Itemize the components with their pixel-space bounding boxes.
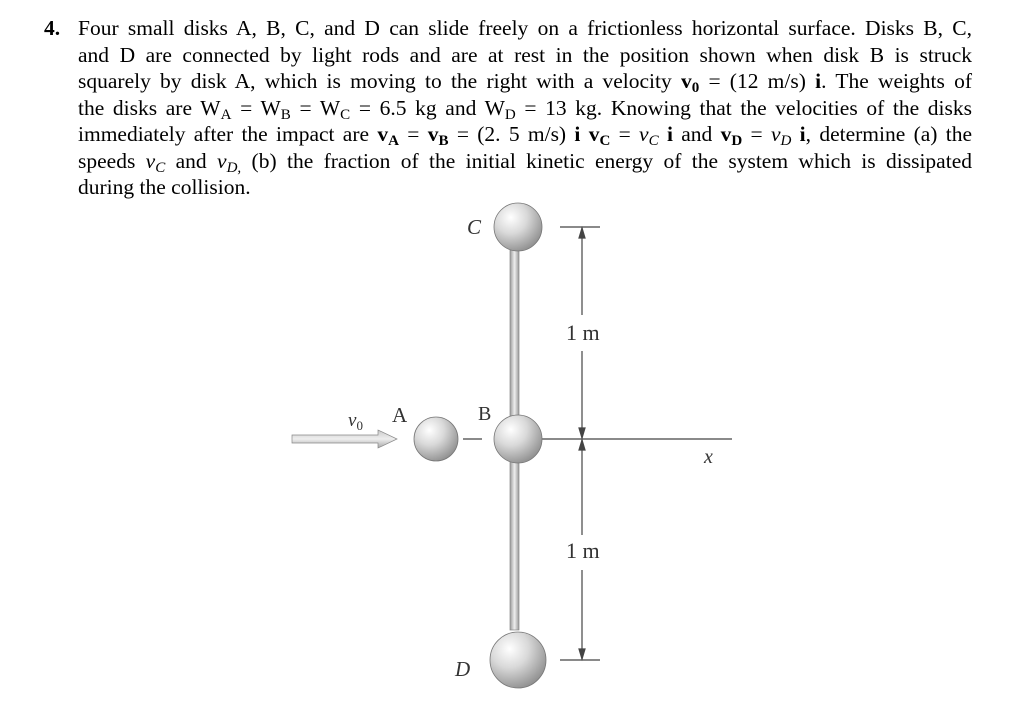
vD-letter: v: [720, 122, 732, 146]
line-5-text: immediately after the impact are: [78, 122, 378, 146]
and-text: and: [165, 148, 218, 173]
unit-vector-i: i: [815, 69, 822, 93]
eq-text: = W: [290, 95, 341, 120]
problem-line-1: Four small disks A, B, C, and D can slide freely on a frictionless horizontal surface. Disks B, C,: [78, 16, 972, 40]
vc-sub: C: [648, 132, 659, 149]
mass-value: = 6.5 kg and W: [350, 95, 505, 120]
vc-sub: C: [155, 159, 166, 176]
v0-subscript: 0: [691, 79, 700, 96]
line-4-text: the disks are W: [78, 95, 221, 120]
label-v0-sub: 0: [356, 418, 363, 433]
label-A: A: [392, 403, 408, 427]
eq-text: =: [742, 122, 771, 146]
disk-C: [494, 203, 542, 251]
sub-C: C: [340, 106, 351, 123]
vA-letter: v: [377, 122, 389, 146]
label-C: C: [467, 215, 482, 239]
line-6-text: speeds: [78, 148, 146, 173]
v0-value: = (12 m/s): [699, 69, 816, 93]
vB-sub: B: [438, 132, 449, 149]
dimension-label-top: 1 m: [566, 320, 600, 345]
problem-line-2: and D are connected by light rods and are at rest in the position shown when disk B is struck: [78, 42, 972, 67]
velocity-arrow: [292, 430, 397, 448]
vD-sub: D: [731, 132, 743, 149]
vB-letter: v: [427, 122, 439, 146]
disk-A: [414, 417, 458, 461]
eq-text: =: [610, 122, 640, 146]
line-3-text: squarely by disk A, which is moving to the right with a velocity: [78, 69, 681, 93]
problem-line-7: during the collision.: [78, 175, 251, 199]
vc-letter: v: [639, 122, 649, 146]
label-x-axis: x: [704, 446, 713, 468]
unit-vector-i: i: [666, 122, 673, 146]
line-5-tail: , determine (a) the: [805, 122, 973, 146]
vd-sub: D,: [226, 159, 242, 176]
line-6-tail: (b) the fraction of the initial kinetic energy of the system which is dissipated: [241, 148, 972, 173]
sub-D: D: [504, 106, 516, 123]
unit-vector-i: i: [574, 122, 581, 146]
dimension-label-bottom: 1 m: [566, 538, 600, 563]
vAB-value: = (2. 5 m/s): [448, 122, 575, 146]
vC-sub: C: [599, 132, 611, 149]
unit-vector-i: i: [799, 122, 806, 146]
vd-letter: v: [217, 148, 227, 173]
label-B: B: [478, 403, 492, 425]
disk-B: [494, 415, 542, 463]
vd-sub: D: [780, 132, 792, 149]
label-D: D: [455, 657, 471, 681]
line-4-tail: = 13 kg. Knowing that the velocities of the disks: [515, 95, 973, 120]
sub-B: B: [280, 106, 291, 123]
label-v0: [348, 410, 363, 433]
v0-letter: v: [680, 69, 692, 93]
problem-number: 4.: [44, 16, 61, 40]
vd-letter: v: [770, 122, 781, 146]
and-text: and: [672, 122, 721, 146]
sub-A: A: [220, 106, 232, 123]
line-3-tail: . The weights of: [821, 69, 972, 93]
eq-text: = W: [231, 95, 281, 120]
vA-sub: A: [388, 132, 399, 149]
label-v0-letter: v: [348, 410, 357, 431]
vC-letter: v: [588, 122, 600, 146]
vc-letter: v: [145, 148, 156, 173]
eq-text: =: [398, 122, 428, 146]
disk-D: [490, 632, 546, 688]
